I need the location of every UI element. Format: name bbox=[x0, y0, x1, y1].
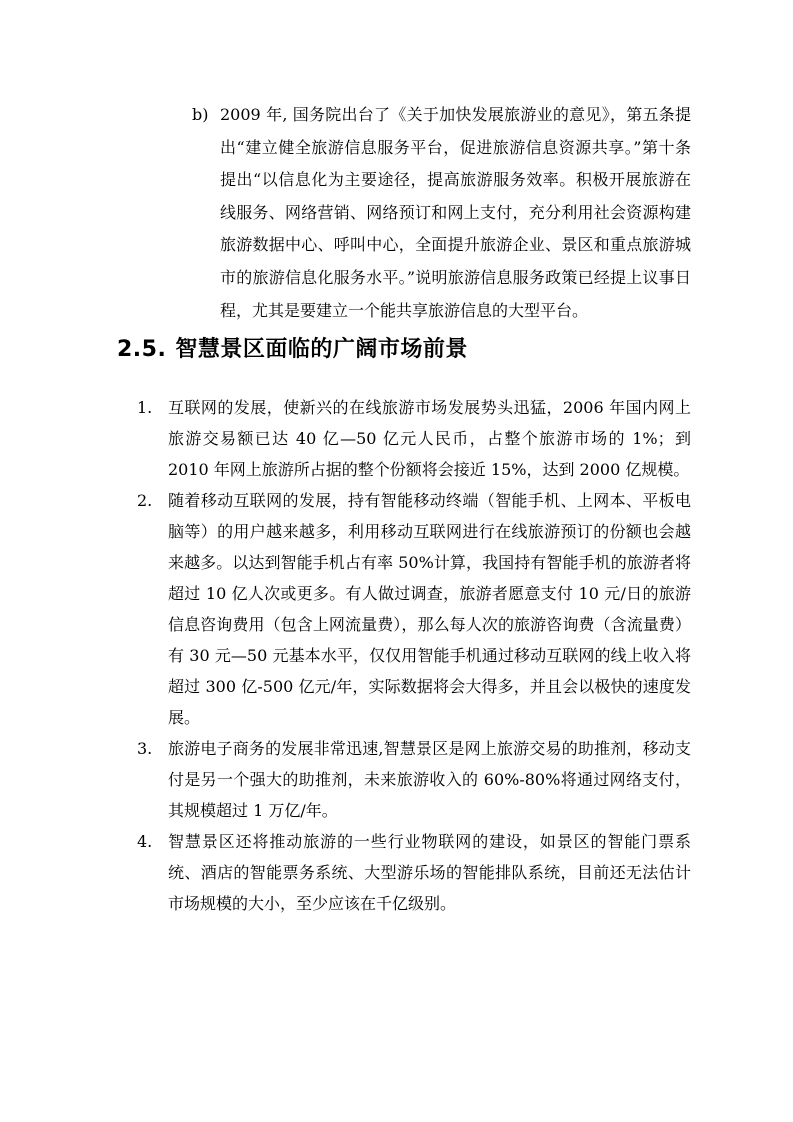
list-marker-2: 2. bbox=[137, 491, 153, 511]
policy-paragraph-text: 2009 年, 国务院出台了《关于加快发展旅游业的意见》，第五条提出“建立健全旅游信息服务平台，促进旅游信息资源共享。”第十条提出“以信息化为主要途径，提高旅游服务效率。积极开展旅游在线服务、网络营销、网络预订和网上支付，充分利用社会资源构建旅游数据中心、呼叫中心，全面提升旅游企业、景区和重点旅游城市的旅游信息化服务水平。”说明旅游信息服务政策已经提上议事日程，尤其是要建立一个能共享旅游信息的大型平台。 bbox=[220, 105, 691, 320]
list-item-text-1: 互联网的发展，使新兴的在线旅游市场发展势头迅猛，2006 年国内网上旅游交易额已达 40 亿—50 亿元人民币，占整个旅游市场的 1%；到 2010 年网上旅游所占据的整个份额将会接近 15%，达到 2000 亿规模。 bbox=[168, 398, 691, 480]
list-item bbox=[137, 485, 691, 733]
section-number: 2.5. bbox=[117, 337, 167, 363]
market-prospect-list bbox=[115, 392, 691, 919]
list-item-text-4: 智慧景区还将推动旅游的一些行业物联网的建设，如景区的智能门票系统、酒店的智能票务系统、大型游乐场的智能排队系统，目前还无法估计市场规模的大小，至少应该在千亿级别。 bbox=[168, 832, 691, 914]
section-title: 智慧景区面临的广阔市场前景 bbox=[175, 337, 468, 363]
list-item bbox=[137, 826, 691, 919]
list-marker-b: b) bbox=[192, 105, 209, 124]
list-marker-1: 1. bbox=[137, 398, 153, 418]
list-marker-3: 3. bbox=[137, 739, 153, 759]
list-marker-4: 4. bbox=[137, 832, 153, 852]
policy-list-item-b bbox=[192, 99, 691, 327]
list-item-text-2: 随着移动互联网的发展，持有智能移动终端（智能手机、上网本、平板电脑等）的用户越来越多，利用移动互联网进行在线旅游预订的份额也会越来越多。以达到智能手机占有率 50%计算，我国持有智能手机的旅游者将超过 10 亿人次或更多。有人做过调查，旅游者愿意支付 10 元/日的旅游信息咨询费用（包含上网流量费），那么每人次的旅游咨询费（含流量费）有 30 元—50 元基本水平，仅仅用智能手机通过移动互联网的线上收入将超过 300 亿-500 亿元/年，实际数据将会大得多，并且会以极快的速度发展。 bbox=[168, 491, 691, 728]
section-heading bbox=[117, 335, 691, 365]
list-item bbox=[137, 733, 691, 826]
list-item bbox=[137, 392, 691, 485]
list-item-text-3: 旅游电子商务的发展非常迅速,智慧景区是网上旅游交易的助推剂，移动支付是另一个强大的助推剂，未来旅游收入的 60%-80%将通过网络支付，其规模超过 1 万亿/年。 bbox=[168, 739, 691, 821]
